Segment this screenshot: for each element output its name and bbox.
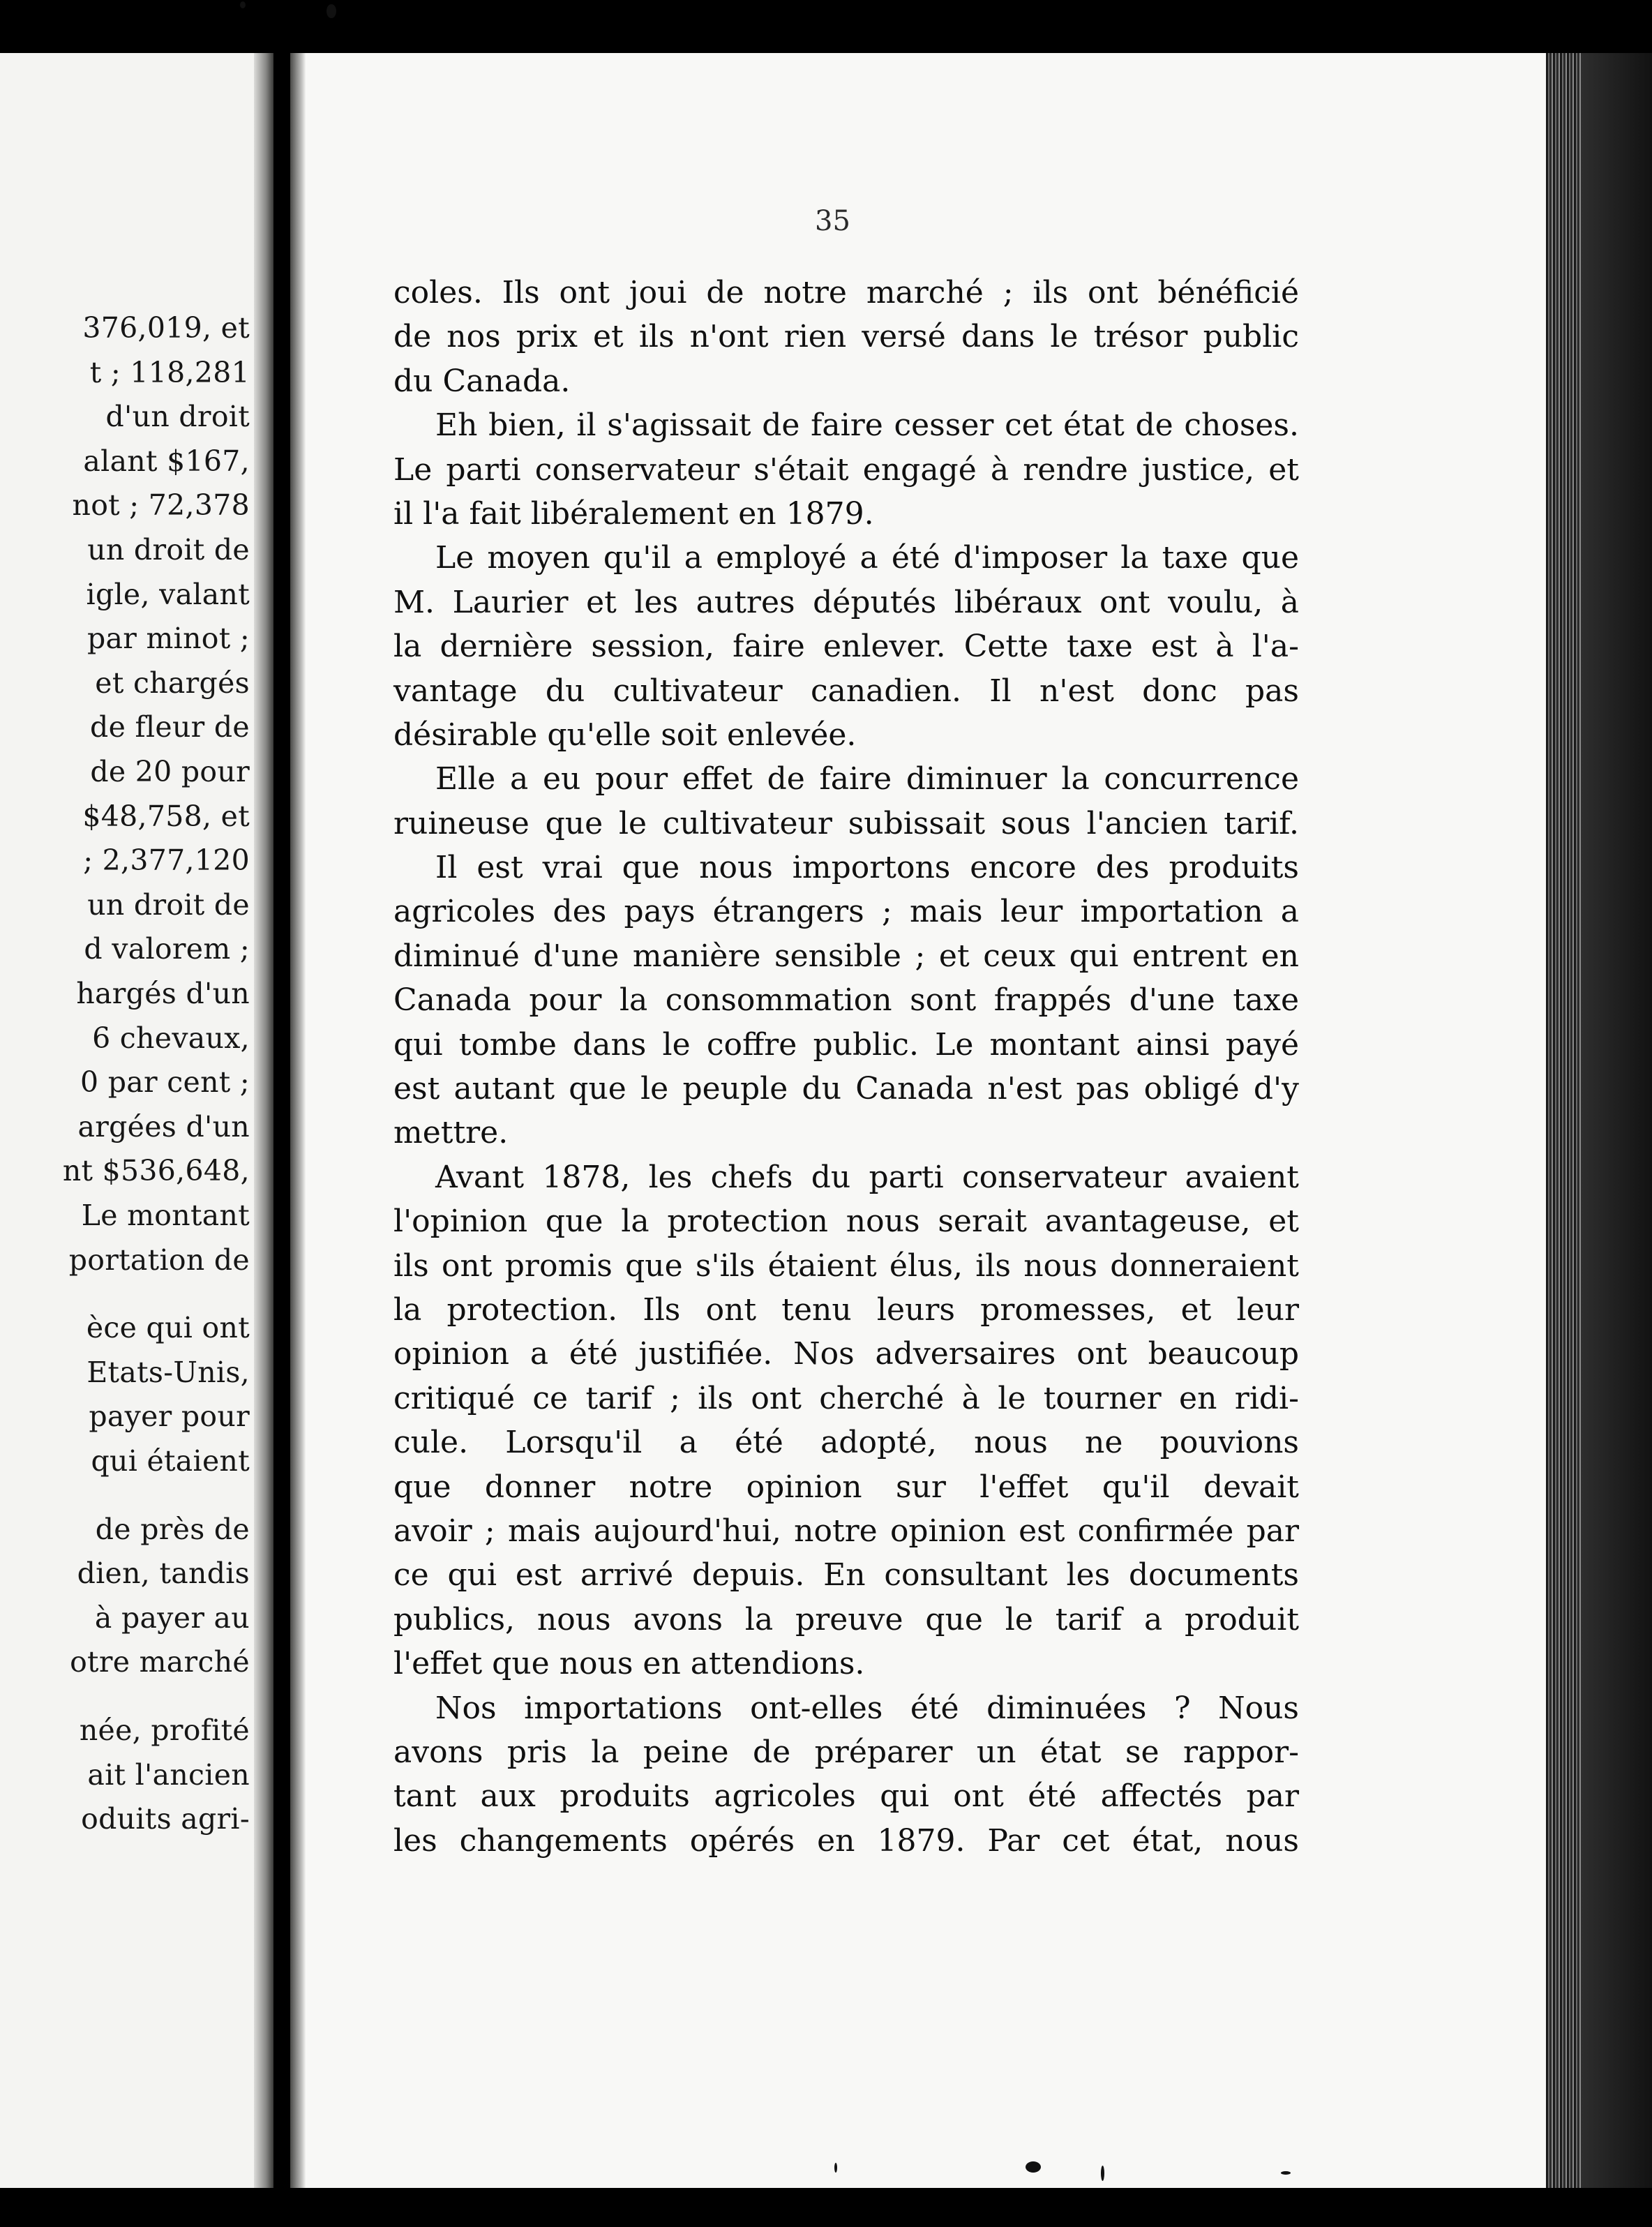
left-page-line: portation de (68, 1243, 250, 1277)
text-line: Le moyen qu'il a employé a été d'imposer la taxe que (435, 540, 1299, 576)
left-page-line: ait l'ancien (87, 1757, 250, 1792)
text-line: les changements opérés en 1879. Par cet état, nous (393, 1822, 1299, 1859)
text-line: la protection. Ils ont tenu leurs promesses, et leur (393, 1291, 1299, 1328)
left-page-line: dien, tandis (77, 1557, 250, 1591)
page-stack-edge (1546, 53, 1581, 2188)
text-line: l'effet que nous en attendions. (393, 1646, 865, 1682)
body-text (393, 271, 1299, 1863)
left-page (0, 53, 273, 2188)
text-line: ruineuse que le cultivateur subissait sous l'ancien tarif. (393, 805, 1299, 841)
text-line: que donner notre opinion sur l'effet qu'il devait (393, 1469, 1299, 1505)
left-page-line: 6 chevaux, (92, 1021, 250, 1055)
text-line: Il est vrai que nous importons encore des produits (435, 850, 1299, 886)
left-page-binding-edge (254, 53, 273, 2188)
left-page-line: de fleur de (90, 710, 250, 744)
left-page-line: d'un droit (105, 400, 250, 434)
text-line: publics, nous avons la preuve que le tarif a produit (393, 1601, 1299, 1637)
text-line: de nos prix et ils n'ont rien versé dans le trésor public (393, 319, 1299, 355)
left-page-line: de près de (95, 1512, 250, 1546)
left-page-line: d valorem ; (84, 932, 250, 966)
text-line: Avant 1878, les chefs du parti conservateur avaient (435, 1159, 1299, 1195)
text-line: Eh bien, il s'agissait de faire cesser cet état de choses. (435, 407, 1299, 444)
left-page-line: 0 par cent ; (80, 1065, 250, 1100)
text-line: Elle a eu pour effet de faire diminuer la concurrence (435, 761, 1299, 797)
text-line: cule. Lorsqu'il a été adopté, nous ne pouvions (393, 1425, 1299, 1461)
left-page-line: et chargés (95, 666, 250, 700)
text-line: opinion a été justifiée. Nos adversaires ont beaucoup (393, 1336, 1299, 1372)
left-page-line: de 20 pour (90, 755, 250, 788)
text-line: vantage du cultivateur canadien. Il n'est donc pas (393, 673, 1299, 709)
text-line: agricoles des pays étrangers ; mais leur importation a (393, 894, 1299, 930)
left-page-line: alant $167, (83, 444, 250, 478)
text-line: avons pris la peine de préparer un état se rappor- (393, 1734, 1299, 1770)
left-page-line: igle, valant (86, 577, 250, 611)
text-line: Nos importations ont-elles été diminuées ? Nous (435, 1690, 1299, 1726)
text-line: est autant que le peuple du Canada n'est pas obligé d'y (393, 1071, 1299, 1107)
text-line: coles. Ils ont joui de notre marché ; ils ont bénéficié (393, 275, 1299, 310)
left-page-line: hargés d'un (76, 977, 250, 1010)
text-line: il l'a fait libéralement en 1879. (393, 495, 874, 532)
text-line: tant aux produits agricoles qui ont été affectés par (393, 1778, 1299, 1815)
text-line: l'opinion que la protection nous serait avantageuse, et (393, 1204, 1299, 1240)
left-page-line: à payer au (94, 1600, 250, 1635)
text-line: la dernière session, faire enlever. Cette taxe est à l'a- (393, 629, 1299, 665)
scan-background (1581, 53, 1652, 2188)
left-page-line: argées d'un (77, 1109, 250, 1144)
left-page-line: èce qui ont (86, 1311, 250, 1345)
left-page-line: un droit de (87, 887, 250, 922)
left-page-line: Etats-Unis, (87, 1355, 250, 1389)
left-page-line: $48,758, et (82, 799, 250, 833)
text-line: mettre. (393, 1115, 509, 1151)
text-line: qui tombe dans le coffre public. Le montant ainsi payé (393, 1026, 1299, 1063)
left-page-line: née, profité (79, 1714, 250, 1747)
text-line: diminué d'une manière sensible ; et ceux qui entrent en (393, 938, 1299, 974)
text-line: du Canada. (393, 363, 571, 399)
left-page-line: t ; 118,281 (89, 355, 250, 389)
text-line: ce qui est arrivé depuis. En consultant les documents (393, 1557, 1299, 1594)
left-page-line: payer pour (89, 1400, 250, 1434)
text-line: Canada pour la consommation sont frappés d'une taxe (393, 982, 1299, 1019)
left-page-line: Le montant (81, 1199, 250, 1232)
page-number: 35 (815, 205, 850, 237)
text-line: désirable qu'elle soit enlevée. (393, 717, 857, 753)
left-page-line: par minot ; (87, 622, 250, 656)
text-line: ils ont promis que s'ils étaient élus, ils nous donneraient (393, 1247, 1299, 1284)
text-line: M. Laurier et les autres députés libéraux ont voulu, à (393, 584, 1299, 620)
left-page-line: nt $536,648, (62, 1154, 250, 1188)
book-gutter (290, 53, 306, 2188)
left-page-line: qui étaient (91, 1444, 250, 1478)
left-page-line: oduits agri- (81, 1802, 250, 1836)
text-line: critiqué ce tarif ; ils ont cherché à le tourner en ridi- (393, 1380, 1299, 1416)
left-page-line: not ; 72,378 (72, 488, 250, 523)
text-line: Le parti conservateur s'était engagé à rendre justice, et (393, 451, 1299, 488)
left-page-line: un droit de (87, 533, 250, 567)
left-page-line: ; 2,377,120 (83, 843, 250, 878)
left-page-line: 376,019, et (82, 311, 250, 345)
text-line: avoir ; mais aujourd'hui, notre opinion est confirmée par (393, 1513, 1299, 1549)
left-page-line: otre marché (70, 1645, 250, 1679)
